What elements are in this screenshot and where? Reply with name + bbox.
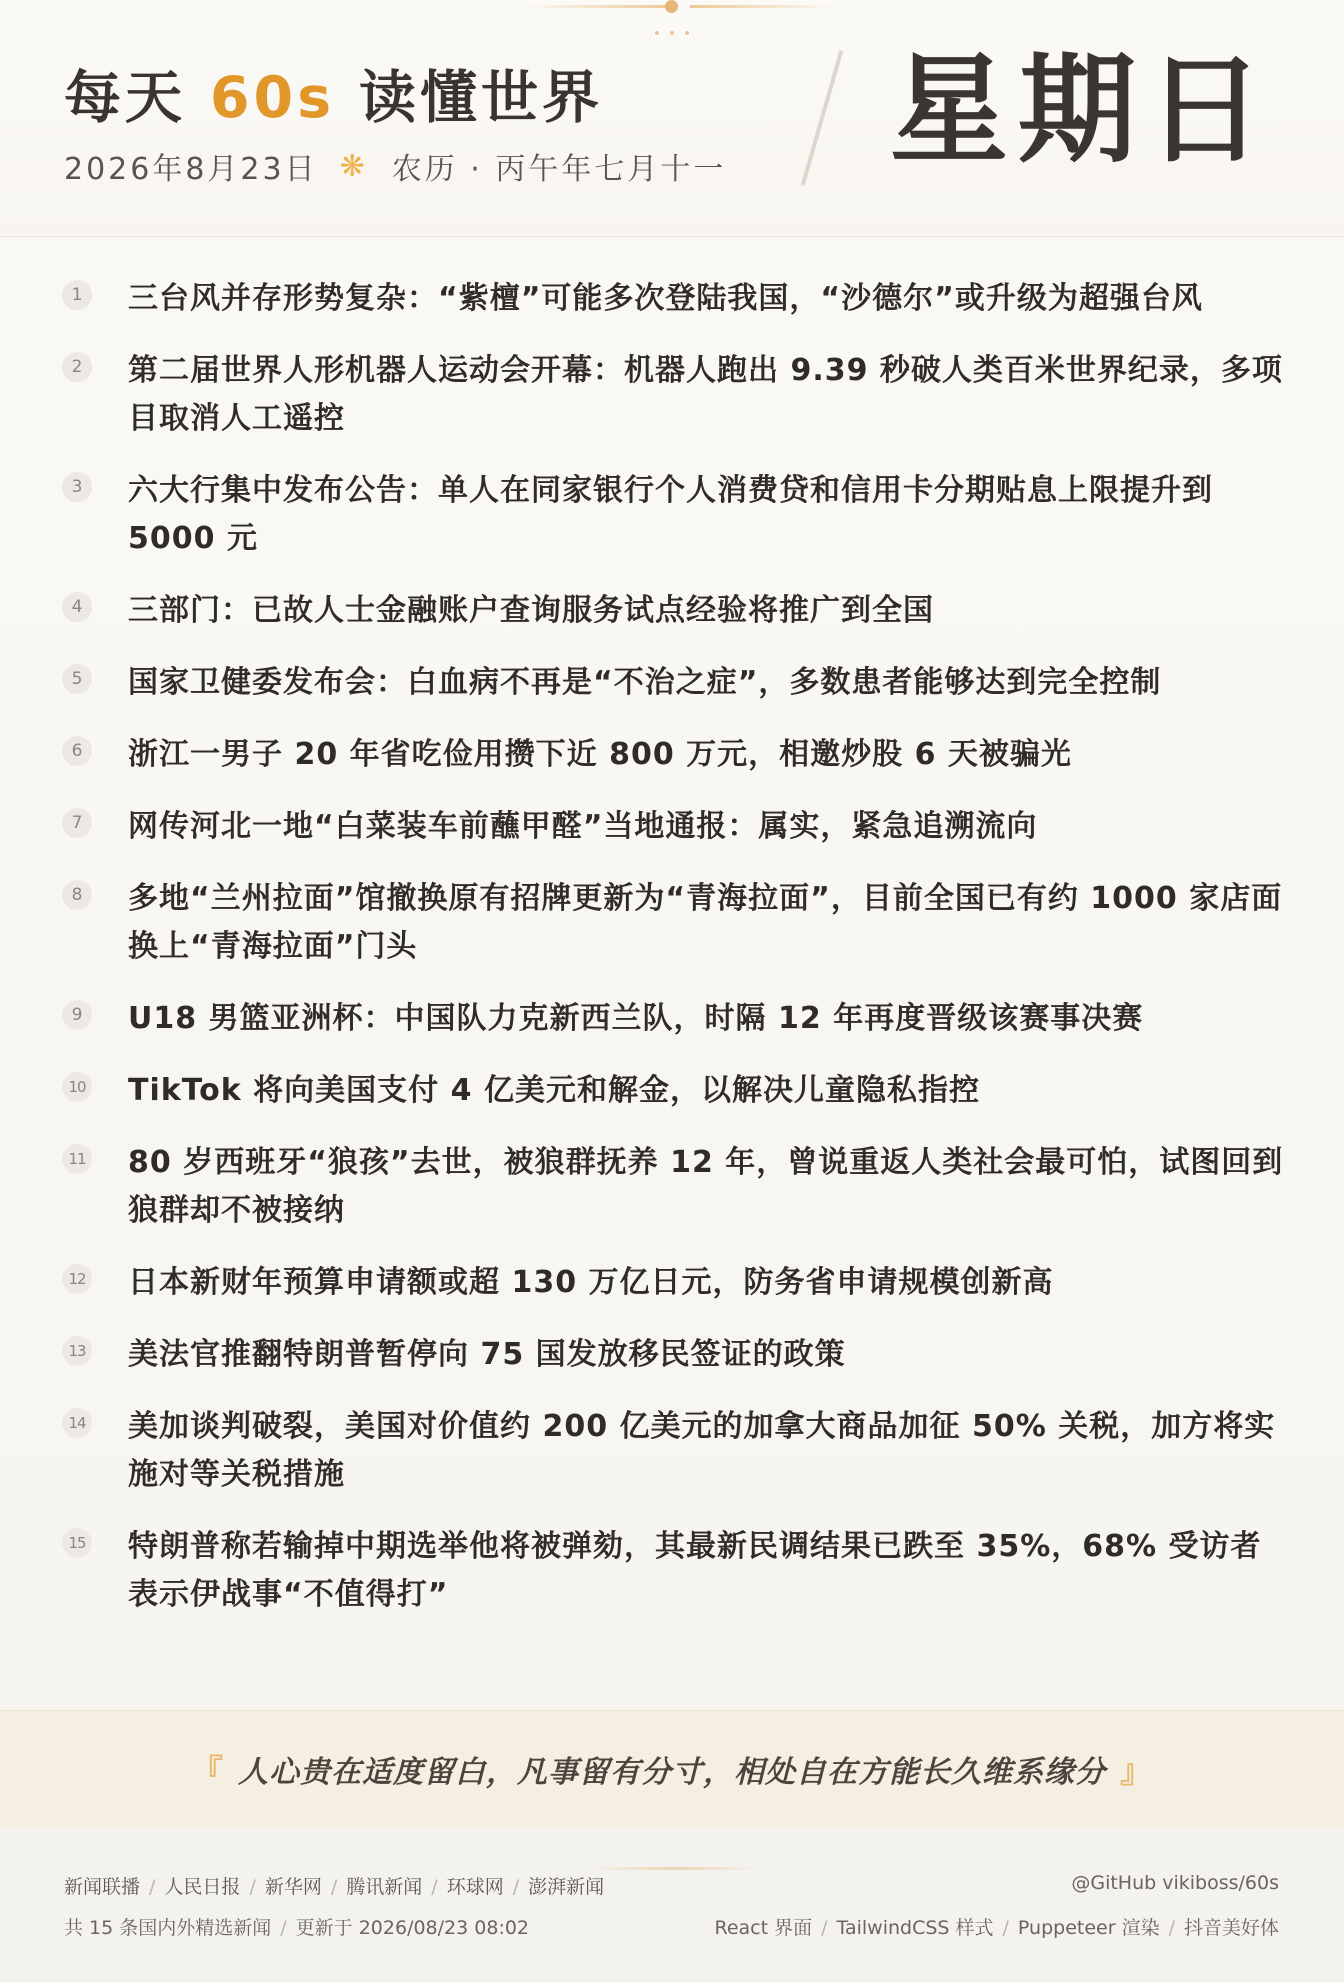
news-number-badge: 14 xyxy=(62,1408,92,1438)
news-item xyxy=(62,1523,1292,1619)
news-item xyxy=(62,467,1292,563)
tech-item: React 界面 xyxy=(714,1917,813,1939)
news-item xyxy=(62,347,1292,443)
title-prefix: 每天 xyxy=(64,65,186,131)
news-item xyxy=(62,1067,1292,1115)
news-text: U18 男篮亚洲杯：中国队力克新西兰队，时隔 12 年再度晋级该赛事决赛 xyxy=(128,1001,1144,1036)
quote-close-bracket: 』 xyxy=(1120,1752,1154,1790)
news-item xyxy=(62,1403,1292,1499)
news-item xyxy=(62,275,1292,323)
news-text: 日本新财年预算申请额或超 130 万亿日元，防务省申请规模创新高 xyxy=(128,1265,1054,1300)
sun-icon: ❋ xyxy=(339,148,368,184)
header xyxy=(0,0,1344,237)
news-text: 80 岁西班牙“狼孩”去世，被狼群抚养 12 年，曾说重返人类社会最可怕，试图回到狼群却不被接纳 xyxy=(128,1145,1284,1228)
top-ornament-line-left xyxy=(520,5,670,8)
top-ornament-dots xyxy=(655,31,689,35)
quote-open-bracket: 『 xyxy=(190,1752,224,1790)
update-time: 更新于 2026/08/23 08:02 xyxy=(295,1917,530,1939)
quote-band xyxy=(0,1710,1344,1828)
date: 2026年8月23日 xyxy=(64,152,318,187)
news-text: 特朗普称若输掉中期选举他将被弹劾，其最新民调结果已跌至 35%，68% 受访者表示伊战事“不值得打” xyxy=(128,1529,1262,1612)
separator: / xyxy=(149,1876,156,1898)
weekday: 星期日 xyxy=(890,41,1275,179)
top-ornament-line-right xyxy=(690,5,840,8)
news-item xyxy=(62,875,1292,971)
github-link[interactable]: @GitHub vikiboss/60s xyxy=(1071,1872,1279,1894)
news-text: 浙江一男子 20 年省吃俭用攒下近 800 万元，相邀炒股 6 天被骗光 xyxy=(128,737,1072,772)
separator: / xyxy=(1002,1917,1009,1939)
news-number-badge: 6 xyxy=(62,736,92,766)
tech-item: TailwindCSS 样式 xyxy=(836,1917,994,1939)
news-text: 多地“兰州拉面”馆撤换原有招牌更新为“青海拉面”，目前全国已有约 1000 家店面换上“青海拉面”门头 xyxy=(128,881,1283,964)
tech-item: 抖音美好体 xyxy=(1183,1917,1279,1939)
news-text: 三台风并存形势复杂：“紫檀”可能多次登陆我国，“沙德尔”或升级为超强台风 xyxy=(128,281,1203,316)
footer xyxy=(0,1827,1344,1982)
news-number-badge: 13 xyxy=(62,1336,92,1366)
news-list xyxy=(62,275,1292,1643)
news-number-badge: 1 xyxy=(62,280,92,310)
title-accent: 60s xyxy=(209,65,336,131)
separator: / xyxy=(330,1876,338,1898)
news-text: 第二届世界人形机器人运动会开幕：机器人跑出 9.39 秒破人类百米世界纪录，多项目取消人工遥控 xyxy=(128,353,1283,436)
title-suffix: 读懂世界 xyxy=(358,65,603,131)
news-number-badge: 4 xyxy=(62,592,92,622)
news-item xyxy=(62,803,1292,851)
daily-quote xyxy=(0,1711,1344,1827)
news-item xyxy=(62,731,1292,779)
source-item: 新闻联播 xyxy=(64,1876,141,1898)
news-number-badge: 9 xyxy=(62,1000,92,1030)
news-item xyxy=(62,995,1292,1043)
separator: / xyxy=(280,1917,287,1939)
quote-text: 人心贵在适度留白，凡事留有分寸，相处自在方能长久维系缘分 xyxy=(238,1755,1106,1790)
news-item xyxy=(62,587,1292,635)
news-number-badge: 3 xyxy=(62,472,92,502)
source-item: 环球网 xyxy=(446,1876,504,1898)
separator: / xyxy=(249,1876,256,1898)
news-number-badge: 11 xyxy=(62,1144,92,1174)
separator: / xyxy=(1168,1917,1175,1939)
news-item xyxy=(62,1139,1292,1235)
news-number-badge: 10 xyxy=(62,1072,92,1102)
news-number-badge: 5 xyxy=(62,664,92,694)
separator: / xyxy=(512,1876,520,1898)
news-stats xyxy=(64,1913,529,1940)
separator: / xyxy=(431,1876,438,1898)
news-number-badge: 12 xyxy=(62,1264,92,1294)
news-count: 共 15 条国内外精选新闻 xyxy=(64,1917,272,1939)
source-list xyxy=(64,1872,604,1899)
news-number-badge: 8 xyxy=(62,880,92,910)
news-number-badge: 15 xyxy=(62,1528,92,1558)
news-text: 国家卫健委发布会：白血病不再是“不治之症”，多数患者能够达到完全控制 xyxy=(128,665,1162,700)
source-item: 人民日报 xyxy=(164,1876,241,1898)
tech-stack xyxy=(714,1913,1279,1940)
source-item: 腾讯新闻 xyxy=(346,1876,423,1898)
news-text: 三部门：已故人士金融账户查询服务试点经验将推广到全国 xyxy=(128,593,934,628)
separator: / xyxy=(821,1917,828,1939)
source-item: 新华网 xyxy=(264,1876,322,1898)
news-item xyxy=(62,659,1292,707)
news-text: 美加谈判破裂，美国对价值约 200 亿美元的加拿大商品加征 50% 关税，加方将实施对等关税措施 xyxy=(128,1409,1276,1492)
page-title xyxy=(64,52,603,132)
news-number-badge: 2 xyxy=(62,352,92,382)
news-item xyxy=(62,1331,1292,1379)
news-number-badge: 7 xyxy=(62,808,92,838)
news-item xyxy=(62,1259,1292,1307)
news-text: 美法官推翻特朗普暂停向 75 国发放移民签证的政策 xyxy=(128,1337,846,1372)
lunar-date: 农历 · 丙午年七月十一 xyxy=(391,152,727,187)
date-line xyxy=(64,144,726,188)
header-divider xyxy=(801,50,843,186)
news-text: 网传河北一地“白菜装车前蘸甲醛”当地通报：属实，紧急追溯流向 xyxy=(128,809,1038,844)
news-text: 六大行集中发布公告：单人在同家银行个人消费贷和信用卡分期贴息上限提升到 5000 元 xyxy=(128,473,1213,556)
tech-item: Puppeteer 渲染 xyxy=(1017,1917,1160,1939)
footer-ornament xyxy=(590,1867,760,1870)
news-text: TikTok 将向美国支付 4 亿美元和解金，以解决儿童隐私指控 xyxy=(128,1073,980,1108)
top-ornament-dot xyxy=(665,0,678,13)
source-item: 澎湃新闻 xyxy=(528,1876,605,1898)
